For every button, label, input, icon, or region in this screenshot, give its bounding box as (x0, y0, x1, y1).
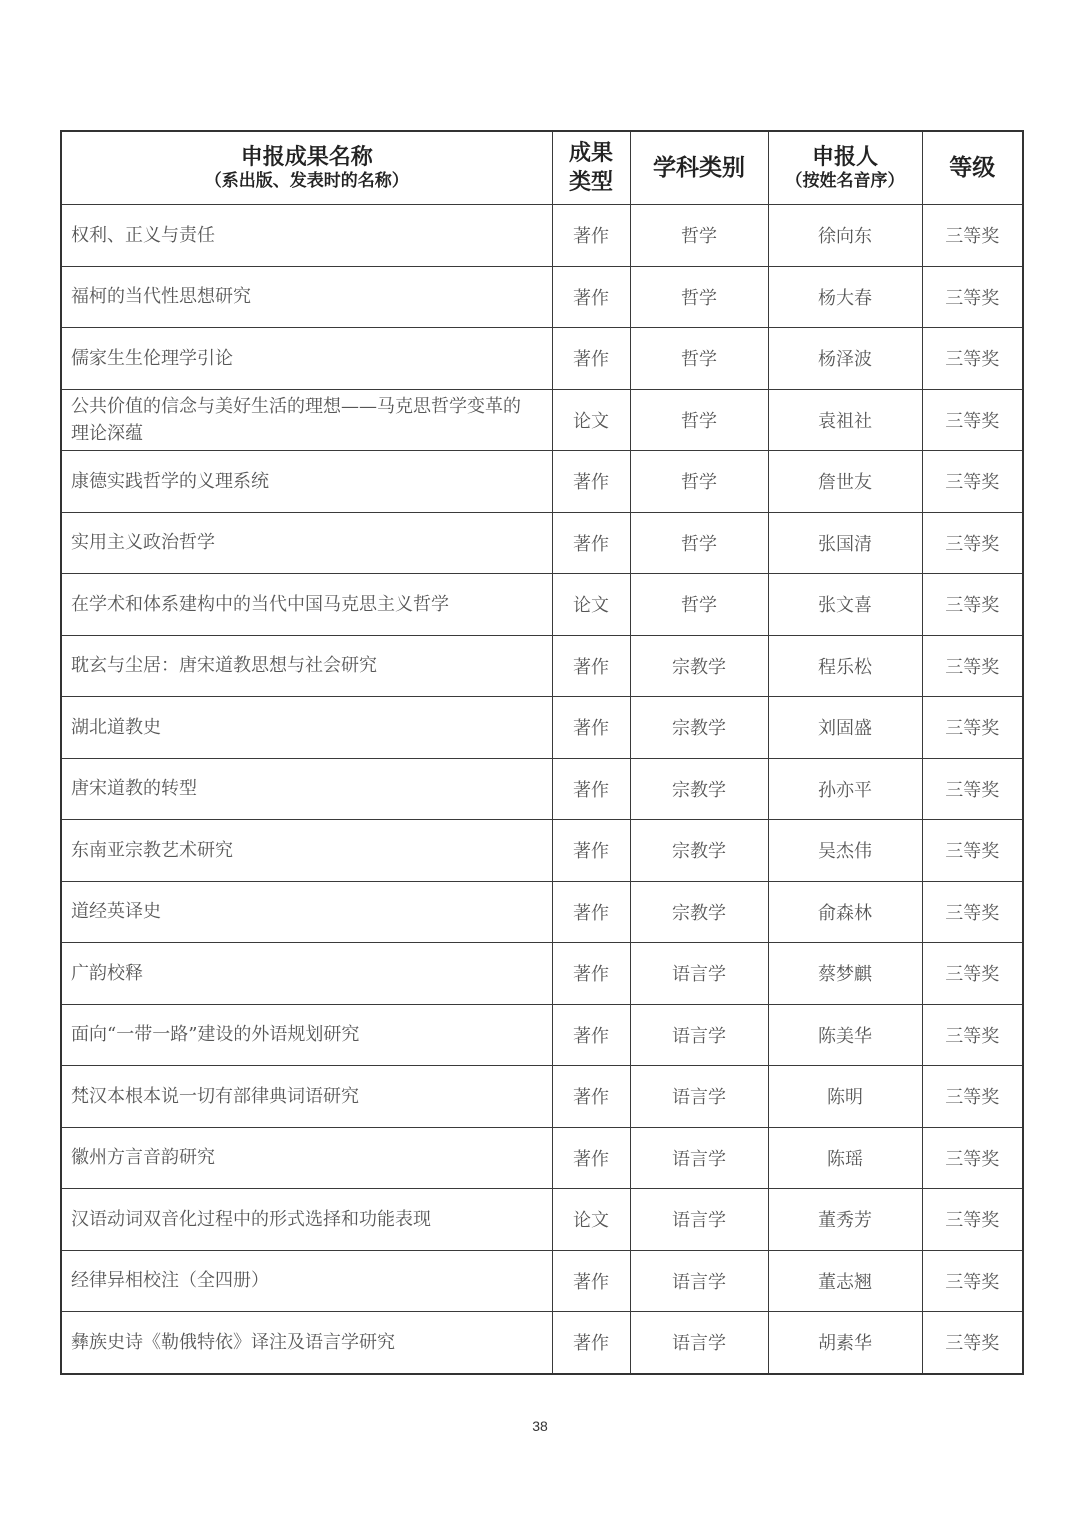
cell-grade: 三等奖 (922, 820, 1023, 882)
cell-applicant: 董志翘 (768, 1250, 922, 1312)
cell-applicant: 杨泽波 (768, 328, 922, 390)
page-number: 38 (532, 1418, 548, 1434)
cell-title: 汉语动词双音化过程中的形式选择和功能表现 (61, 1189, 552, 1251)
cell-type: 著作 (552, 1250, 630, 1312)
cell-applicant: 吴杰伟 (768, 820, 922, 882)
cell-title: 权利、正义与责任 (61, 205, 552, 267)
cell-type: 著作 (552, 328, 630, 390)
header-title (61, 131, 552, 205)
header-grade-label: 等级 (949, 153, 996, 181)
awards-table (60, 130, 1024, 1375)
header-title-sub: （系出版、发表时的名称） (204, 171, 409, 192)
cell-title: 福柯的当代性思想研究 (61, 266, 552, 328)
cell-grade: 三等奖 (922, 1127, 1023, 1189)
table-row (61, 881, 1023, 943)
table-header (61, 131, 1023, 205)
cell-subject: 语言学 (630, 1250, 768, 1312)
cell-title: 徽州方言音韵研究 (61, 1127, 552, 1189)
cell-grade: 三等奖 (922, 758, 1023, 820)
cell-subject: 宗教学 (630, 697, 768, 759)
cell-grade: 三等奖 (922, 205, 1023, 267)
cell-title: 经律异相校注（全四册） (61, 1250, 552, 1312)
table-row (61, 697, 1023, 759)
cell-title: 彝族史诗《勒俄特依》译注及语言学研究 (61, 1312, 552, 1374)
cell-title: 在学术和体系建构中的当代中国马克思主义哲学 (61, 574, 552, 636)
cell-subject: 哲学 (630, 266, 768, 328)
cell-subject: 语言学 (630, 943, 768, 1005)
header-applicant-sub: （按姓名音序） (785, 171, 905, 192)
table-row (61, 512, 1023, 574)
cell-type: 著作 (552, 451, 630, 513)
cell-title: 耽玄与尘居：唐宋道教思想与社会研究 (61, 635, 552, 697)
cell-title: 康德实践哲学的义理系统 (61, 451, 552, 513)
header-type-line2: 类型 (568, 169, 613, 195)
header-subject-label: 学科类别 (653, 153, 745, 181)
cell-subject: 宗教学 (630, 820, 768, 882)
cell-applicant: 孙亦平 (768, 758, 922, 820)
cell-title: 湖北道教史 (61, 697, 552, 759)
cell-subject: 宗教学 (630, 881, 768, 943)
cell-title: 公共价值的信念与美好生活的理想——马克思哲学变革的理论深蕴 (61, 389, 552, 451)
table-row (61, 1066, 1023, 1128)
cell-grade: 三等奖 (922, 943, 1023, 1005)
table-row (61, 205, 1023, 267)
cell-subject: 哲学 (630, 328, 768, 390)
cell-type: 著作 (552, 697, 630, 759)
cell-title: 儒家生生伦理学引论 (61, 328, 552, 390)
header-applicant (768, 131, 922, 205)
cell-applicant: 詹世友 (768, 451, 922, 513)
table-row (61, 635, 1023, 697)
cell-applicant: 张国清 (768, 512, 922, 574)
cell-grade: 三等奖 (922, 1066, 1023, 1128)
table-row (61, 451, 1023, 513)
cell-subject: 哲学 (630, 574, 768, 636)
cell-title: 梵汉本根本说一切有部律典词语研究 (61, 1066, 552, 1128)
cell-grade: 三等奖 (922, 512, 1023, 574)
table-row (61, 758, 1023, 820)
header-type (552, 131, 630, 205)
cell-subject: 宗教学 (630, 635, 768, 697)
cell-applicant: 张文喜 (768, 574, 922, 636)
cell-subject: 语言学 (630, 1066, 768, 1128)
cell-type: 著作 (552, 758, 630, 820)
cell-title: 东南亚宗教艺术研究 (61, 820, 552, 882)
cell-applicant: 陈明 (768, 1066, 922, 1128)
cell-subject: 语言学 (630, 1189, 768, 1251)
cell-applicant: 陈瑶 (768, 1127, 922, 1189)
cell-title: 道经英译史 (61, 881, 552, 943)
cell-subject: 哲学 (630, 389, 768, 451)
cell-title: 广韵校释 (61, 943, 552, 1005)
cell-applicant: 俞森林 (768, 881, 922, 943)
cell-grade: 三等奖 (922, 1312, 1023, 1374)
table-body (61, 205, 1023, 1374)
cell-type: 著作 (552, 266, 630, 328)
table-row (61, 820, 1023, 882)
table-row (61, 328, 1023, 390)
table-row (61, 389, 1023, 451)
header-type-line1: 成果 (568, 140, 613, 167)
cell-subject: 宗教学 (630, 758, 768, 820)
cell-title: 面向“一带一路”建设的外语规划研究 (61, 1004, 552, 1066)
header-title-main: 申报成果名称 (240, 143, 373, 170)
header-row (61, 131, 1023, 205)
cell-applicant: 程乐松 (768, 635, 922, 697)
cell-type: 著作 (552, 635, 630, 697)
cell-subject: 哲学 (630, 205, 768, 267)
cell-type: 著作 (552, 205, 630, 267)
cell-applicant: 徐向东 (768, 205, 922, 267)
cell-type: 著作 (552, 820, 630, 882)
header-subject (630, 131, 768, 205)
cell-applicant: 袁祖社 (768, 389, 922, 451)
header-grade (922, 131, 1023, 205)
cell-type: 著作 (552, 512, 630, 574)
cell-applicant: 陈美华 (768, 1004, 922, 1066)
cell-applicant: 杨大春 (768, 266, 922, 328)
cell-type: 著作 (552, 1127, 630, 1189)
cell-subject: 语言学 (630, 1312, 768, 1374)
cell-grade: 三等奖 (922, 635, 1023, 697)
cell-subject: 语言学 (630, 1127, 768, 1189)
cell-type: 论文 (552, 1189, 630, 1251)
cell-subject: 语言学 (630, 1004, 768, 1066)
table-row (61, 1189, 1023, 1251)
table-row (61, 943, 1023, 1005)
cell-type: 著作 (552, 1066, 630, 1128)
table-row (61, 1312, 1023, 1374)
cell-type: 论文 (552, 389, 630, 451)
cell-grade: 三等奖 (922, 574, 1023, 636)
header-applicant-main: 申报人 (811, 143, 878, 170)
table-row (61, 1250, 1023, 1312)
cell-grade: 三等奖 (922, 1004, 1023, 1066)
cell-grade: 三等奖 (922, 451, 1023, 513)
cell-type: 论文 (552, 574, 630, 636)
cell-applicant: 刘固盛 (768, 697, 922, 759)
cell-type: 著作 (552, 881, 630, 943)
cell-subject: 哲学 (630, 512, 768, 574)
cell-type: 著作 (552, 1004, 630, 1066)
table-row (61, 1127, 1023, 1189)
cell-title: 实用主义政治哲学 (61, 512, 552, 574)
cell-title: 唐宋道教的转型 (61, 758, 552, 820)
cell-grade: 三等奖 (922, 389, 1023, 451)
cell-applicant: 董秀芳 (768, 1189, 922, 1251)
cell-type: 著作 (552, 1312, 630, 1374)
cell-grade: 三等奖 (922, 266, 1023, 328)
cell-grade: 三等奖 (922, 881, 1023, 943)
table-row (61, 266, 1023, 328)
cell-grade: 三等奖 (922, 328, 1023, 390)
cell-applicant: 胡素华 (768, 1312, 922, 1374)
cell-subject: 哲学 (630, 451, 768, 513)
table-row (61, 574, 1023, 636)
cell-applicant: 蔡梦麒 (768, 943, 922, 1005)
cell-grade: 三等奖 (922, 697, 1023, 759)
cell-type: 著作 (552, 943, 630, 1005)
table-row (61, 1004, 1023, 1066)
cell-grade: 三等奖 (922, 1189, 1023, 1251)
cell-grade: 三等奖 (922, 1250, 1023, 1312)
